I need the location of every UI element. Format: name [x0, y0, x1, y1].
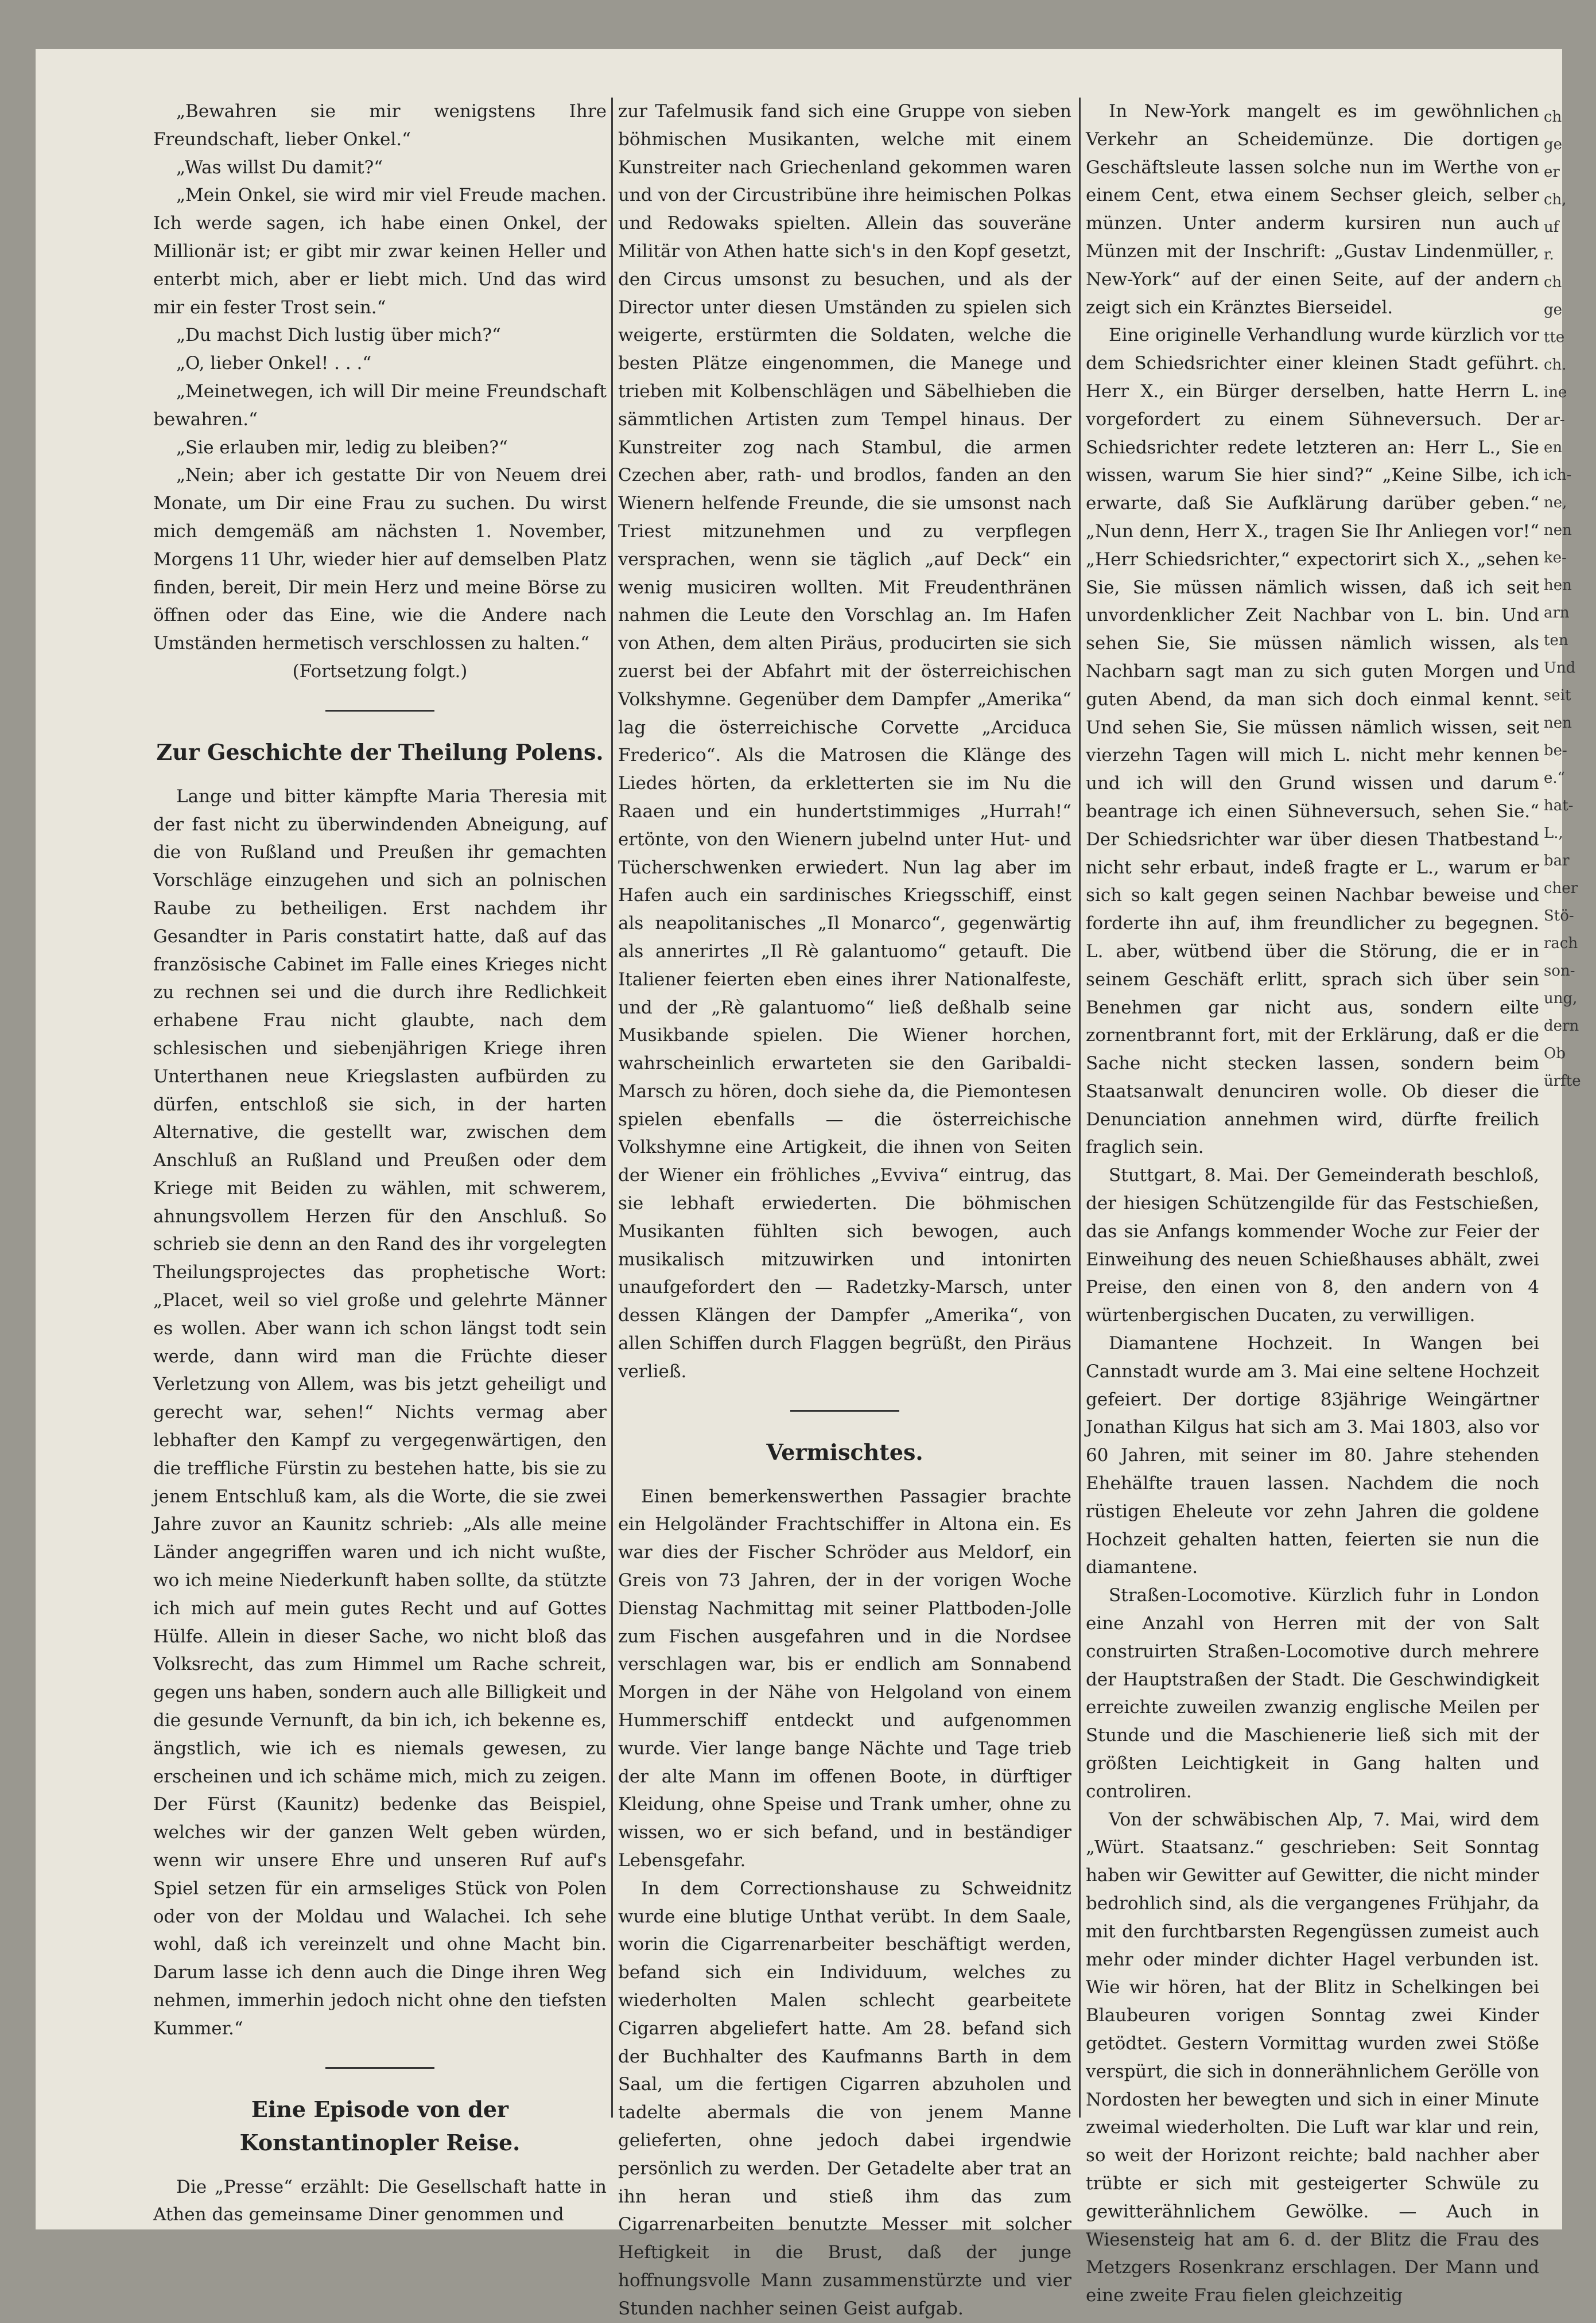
column-3: [1086, 98, 1539, 2306]
column-rule: [1079, 98, 1081, 2118]
dialogue-line: „Nein; aber ich gestatte Dir von Neuem drei Monate, um Dir eine Frau zu suchen. Du wirst mich demgemäß am nächsten 1. November, Morgens 11 Uhr, wieder hier auf demselben Platz finden, bereit, Dir mein Herz und meine Börse zu öffnen oder das Eine, wie die Andere nach Umständen hermetisch verschlossen zu halten.“: [153, 465, 607, 654]
misc-item: Diamantene Hochzeit. In Wangen bei Cannstadt wurde am 3. Mai eine seltene Hochzeit gefeiert. Der dortige 83jährige Weingärtner Jonathan Kilgus hat sich am 3. Mai 1803, also vor 60 Jahren, mit seiner im 80. Jahre stehenden Ehehälfte trauen lassen. Nachdem die noch rüstigen Eheleute vor zehn Jahren die goldene Hochzeit gehalten hatten, feierten sie nun die diamantene.: [1086, 1333, 1539, 1578]
adjacent-page-edge-text: ch ge er ch, uf r. ch ge tte ch. ine ar- en ich- ne, nen ke- hen arn ten Und seit nen be- e.“ hat- L., bar cher Stö- rach son- ung, dern Ob ürfte: [1544, 108, 1581, 1090]
misc-item: In dem Correctionshause zu Schweidnitz wurde eine blutige Unthat verübt. In dem Saale, worin die Cigarrenarbeiter beschäftigt werden, befand sich ein Individuum, welches zu wiederholten Malen schlecht gearbeitete Cigarren abgeliefert hatte. Am 28. befand sich der Buchhalter des Kaufmanns Barth in dem Saal, um die fertigen Cigarren abzuholen und tadelte abermals die von jenem Manne gelieferten, ohne jedoch dabei irgendwie persönlich zu werden. Der Getadelte aber trat an ihn heran und stieß ihm das zum Cigarrenarbeiten benutzte Messer mit solcher Heftigkeit in die Brust, daß der junge hoffnungsvolle Mann zusammenstürzte und vier Stunden nachher seinen Geist aufgab.: [618, 1878, 1071, 2319]
article-body-konstantinopel: Die „Presse“ erzählt: Die Gesellschaft hatte in Athen das gemeinsame Diner genommen und: [153, 2176, 607, 2225]
misc-item: Einen bemerkenswerthen Passagier brachte ein Helgoländer Frachtschiffer in Altona ein. Es war dies der Fischer Schröder aus Meldorf, ein Greis von 73 Jahren, der in der vorigen Woche Dienstag Nachmittag mit seiner Plattboden-Jolle zum Fischen ausgefahren und in die Nordsee verschlagen war, bis er endlich am Sonnabend Morgen in der Nähe von Helgoland von einem Hummerschiff entdeckt und aufgenommen wurde. Vier lange bange Nächte und Tage trieb der alte Mann im offenen Boote, in dürftiger Kleidung, ohne Speise und Trank umher, ohne zu wissen, wo er sich befand, und in beständiger Lebensgefahr.: [618, 1486, 1071, 1871]
separator-rule: [790, 1410, 899, 1412]
column-rule: [611, 98, 613, 2118]
column-2: [618, 98, 1071, 2319]
misc-item: Von der schwäbischen Alp, 7. Mai, wird dem „Würt. Staatsanz.“ geschrieben: Seit Sonntag haben wir Gewitter auf Gewitter, die nicht minder bedrohlich sind, als die vergangenes Frühjahr, da mit den furchtbarsten Regengüssen zumeist auch mehr oder minder dichter Hagel verbunden ist. Wie wir hören, hat der Blitz in Schelkingen bei Blaubeuren vorigen Sonntag zwei Kinder getödtet. Gestern Vormittag wurden zwei Stöße verspürt, die sich in donnerähnlichem Gerölle von Nordosten her bewegten und sich in einer Minute zweimal wiederholten. Die Luft war klar und rein, so weit der Horizont reichte; bald nachher aber trübte er sich mit gesteigerter Schwüle zu gewitterähnlichem Gewölke. — Auch in Wiesensteig hat am 6. d. der Blitz die Frau des Metzgers Rosenkranz erschlagen. Der Mann und eine zweite Frau fielen gleichzeitig: [1086, 1809, 1539, 2306]
misc-item: Straßen-Locomotive. Kürzlich fuhr in London eine Anzahl von Herren mit der von Salt construirten Straßen-Locomotive durch mehrere der Hauptstraßen der Stadt. Die Geschwindigkeit erreichte zuweilen zwanzig englische Meilen per Stunde und die Maschienerie ließ sich mit der größten Leichtigkeit in Gang halten und controliren.: [1086, 1585, 1539, 1802]
section-heading-vermischtes: Vermischtes.: [766, 1439, 923, 1465]
dialogue-line: „Was willst Du damit?“: [176, 157, 383, 178]
dialogue-line: „O, lieber Onkel! . . .“: [176, 353, 372, 374]
misc-item: In New-York mangelt es im gewöhnlichen Verkehr an Scheidemünze. Die dortigen Geschäftsleute lassen solche nun im Werthe von einem Cent, etwa einem Sechser gleich, selber münzen. Unter anderm kursiren nun auch Münzen mit der Inschrift: „Gustav Lindenmüller, New-York“ auf der einen Seite, auf der andern zeigt sich ein Kränztes Bierseidel.: [1086, 101, 1539, 318]
article-heading-polens: Zur Geschichte der Theilung Polens.: [156, 739, 604, 765]
dialogue-line: „Sie erlauben mir, ledig zu bleiben?“: [176, 437, 508, 458]
column-1: [153, 98, 607, 2225]
separator-rule: [325, 2067, 434, 2069]
article-heading-konstantinopel: Eine Episode von der Konstantinopler Reise.: [239, 2096, 521, 2155]
continued-note: (Fortsetzung folgt.): [292, 661, 468, 682]
misc-item: Eine originelle Verhandlung wurde kürzlich vor dem Schiedsrichter einer kleinen Stadt geführt. Herr X., ein Bürger derselben, hatte Herrn L. vorgefordert zu einem Sühneversuch. Der Schiedsrichter redete letzteren an: Herr L., Sie wissen, warum Sie hier sind?“ „Keine Silbe, ich erwarte, daß Sie Aufklärung darüber geben.“ „Nun denn, Herr X., tragen Sie Ihr Anliegen vor!“ „Herr Schiedsrichter,“ expectorirt sich X., „sehen Sie, Sie müssen nämlich wissen, daß ich seit unvordenklicher Zeit Nachbar von L. bin. Und sehen Sie, Sie müssen nämlich wissen, als Nachbarn sagt man zu sich guten Morgen und guten Abend, da man sich doch einmal kennt. Und sehen Sie, Sie müssen nämlich wissen, seit vierzehn Tagen will mich L. nicht mehr kennen und ich will den Grund wissen und darum beantrage ich einen Sühneversuch, sehen Sie.“ Der Schiedsrichter war über diesen Thatbestand nicht sehr erbaut, indeß fragte er L., warum er sich so kalt gegen seinen Nachbar beweise und forderte ihn auf, ihm freundlicher zu begegnen. L. aber, wütbend über die Störung, die er in seinem Geschäft erlitt, sprach sich über sein Benehmen gar nicht aus, sondern eilte zornentbrannt fort, mit der Erklärung, daß er die Sache nicht stecken lassen, sondern beim Staatsanwalt denunciren wolle. Ob dieser die Denunciation annehmen wird, dürfte freilich fraglich sein.: [1086, 325, 1539, 1158]
misc-item: Stuttgart, 8. Mai. Der Gemeinderath beschloß, der hiesigen Schützengilde für das Festschießen, das sie Anfangs kommender Woche zur Feier der Einweihung des neuen Schießhauses abhält, zwei Preise, den einen von 8, den andern von 4 würtenbergischen Ducaten, zu verwilligen.: [1086, 1165, 1539, 1326]
dialogue-line: „Mein Onkel, sie wird mir viel Freude machen. Ich werde sagen, ich habe einen Onkel, der Millionär ist; er gibt mir zwar keinen Heller und enterbt mich, aber er liebt mich. Und das wird mir ein fester Trost sein.“: [153, 185, 607, 318]
article-continuation: zur Tafelmusik fand sich eine Gruppe von sieben böhmischen Musikanten, welche mit einem Kunstreiter nach Griechenland gekommen waren und von der Circustribüne ihre heimischen Polkas und Redowaks spielten. Allein das souveräne Militär von Athen hatte sich's in den Kopf gesetzt, den Circus umsonst zu besuchen, und als der Director unter diesen Umständen zu spielen sich weigerte, erstürmten die Soldaten, welche die besten Plätze eingenommen, die Manege und trieben mit Kolbenschlägen und Säbelhieben die sämmtlichen Artisten zum Tempel hinaus. Der Kunstreiter zog nach Stambul, die armen Czechen aber, rath- und brodlos, fanden an den Wienern helfende Freunde, die sie umsonst nach Triest mitzunehmen und zu verpflegen versprachen, wenn sie täglich „auf Deck“ ein wenig musiciren wollten. Mit Freudenthränen nahmen die Leute den Vorschlag an. Im Hafen von Athen, dem alten Piräus, producirten sie sich zuerst bei der Abfahrt mit der österreichischen Volkshymne. Gegenüber dem Dampfer „Amerika“ lag die österreichische Corvette „Arciduca Frederico“. Als die Matrosen die Klänge des Liedes hörten, da erkletterten sie im Nu die Raaen und ein hundertstimmiges „Hurrah!“ ertönte, von den Wienern jubelnd unter Hut- und Tücherschwenken erwiedert. Nun lag aber im Hafen auch ein sardinisches Kriegsschiff, einst als neapolitanisches „Il Monarco“, gegenwärtig als annerirtes „Il Rè galantuomo“ getauft. Die Italiener feierten eben eines ihrer Nationalfeste, und der „Rè galantuomo“ ließ deßhalb seine Musikbande spielen. Die Wiener horchen, wahrscheinlich erwarteten sie den Garibaldi-Marsch zu hören, doch siehe da, die Piemontesen spielen ebenfalls — die österreichische Volkshymne eine Artigkeit, die ihnen von Seiten der Wiener ein fröhliches „Evviva“ eintrug, das sie lebhaft erwiederten. Die böhmischen Musikanten fühlten sich bewogen, auch musikalisch mitzuwirken und intonirten unaufgefordert den — Radetzky-Marsch, unter dessen Klängen der Dampfer „Amerika“, von allen Schiffen durch Flaggen begrüßt, den Piräus verließ.: [618, 101, 1071, 1382]
dialogue-line: „Meinetwegen, ich will Dir meine Freundschaft bewahren.“: [153, 380, 607, 430]
article-body-polens: Lange und bitter kämpfte Maria Theresia mit der fast nicht zu überwindenden Abneigung, auf die von Rußland und Preußen ihr gemachten Vorschläge einzugehen und sich an polnischen Raube zu betheiligen. Erst nachdem ihr Gesandter in Paris constatirt hatte, daß auf das französische Cabinet im Falle eines Krieges nicht zu rechnen sei und die durch ihre Redlichkeit erhabene Frau nicht glaubte, nach dem schlesischen und siebenjährigen Kriege ihren Unterthanen neue Kriegslasten aufbürden zu dürfen, entschloß sie sich, in der harten Alternative, die gestellt war, zwischen dem Anschluß an Rußland und Preußen oder dem Kriege mit Beiden zu wählen, mit schwerem, ahnungsvollem Herzen für den Anschluß. So schrieb sie denn an den Rand des ihr vorgelegten Theilungsprojectes das prophetische Wort: „Placet, weil so viel große und gelehrte Männer es wollen. Aber wann ich schon längst todt sein werde, dann wird man die Früchte dieser Verletzung von Allem, was bis jetzt geheiligt und gerecht war, sehen!“ Nichts vermag aber lebhafter den Kampf zu vergegenwärtigen, den die treffliche Fürstin zu bestehen hatte, bis sie zu jenem Entschluß kam, als die Worte, die sie zwei Jahre zuvor an Kaunitz schrieb: „Als alle meine Länder angegriffen waren und ich nicht wußte, wo ich meine Niederkunft haben sollte, da stützte ich mich auf mein gutes Recht und auf Gottes Hülfe. Allein in dieser Sache, wo nicht bloß das Volksrecht, das zum Himmel um Rache schreit, gegen uns haben, sondern auch alle Billigkeit und die gesunde Vernunft, da bin ich, ich bekenne es, ängstlich, wie ich es niemals gewesen, zu erscheinen und ich schäme mich, mich zu zeigen. Der Fürst (Kaunitz) bedenke das Beispiel, welches wir der ganzen Welt geben würden, wenn wir unsere Ehre und unseren Ruf auf's Spiel setzen für ein armseliges Stück von Polen oder von der Moldau und Walachei. Ich sehe wohl, daß ich vereinzelt und ohne Macht bin. Darum lasse ich denn auch die Dinge ihren Weg nehmen, immerhin jedoch nicht ohne den tiefsten Kummer.“: [153, 786, 607, 2039]
dialogue-line: „Bewahren sie mir wenigstens Ihre Freundschaft, lieber Onkel.“: [153, 101, 607, 150]
separator-rule: [325, 710, 434, 712]
dialogue-line: „Du machst Dich lustig über mich?“: [176, 325, 501, 346]
